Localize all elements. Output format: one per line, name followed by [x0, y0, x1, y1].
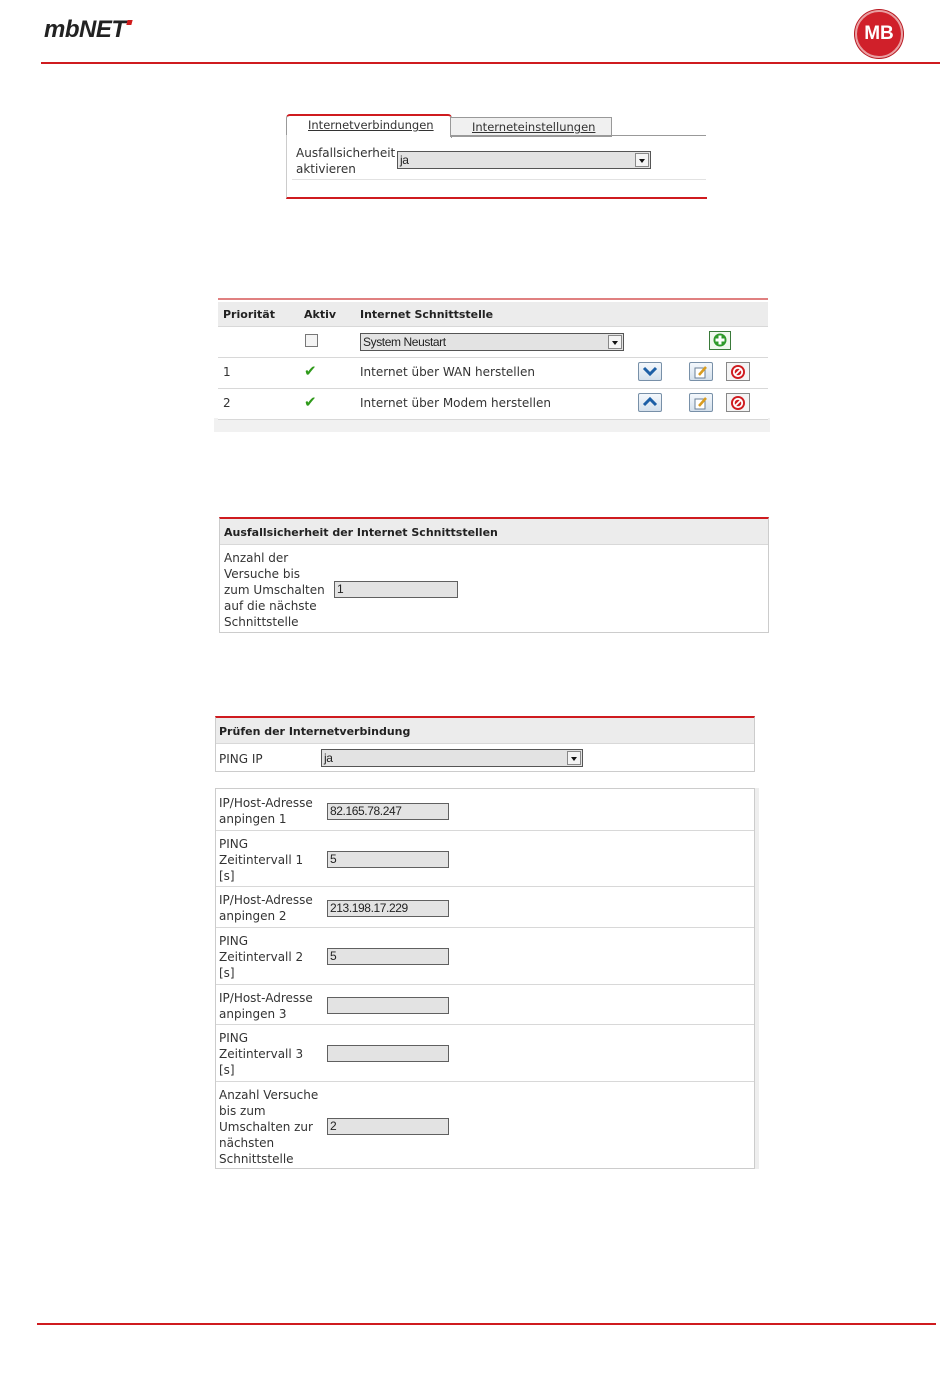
table-row	[218, 388, 768, 420]
label-line: auf die nächste	[224, 599, 317, 613]
ping-interval-1-input[interactable]: 5	[327, 851, 449, 868]
label-line: Zeitintervall 1	[219, 853, 304, 867]
row-divider	[216, 830, 754, 831]
attempts-label	[224, 550, 325, 630]
chevron-down-icon[interactable]	[635, 153, 649, 167]
move-up-button[interactable]	[638, 393, 662, 412]
interface-select[interactable]	[360, 333, 624, 351]
delete-icon	[730, 395, 746, 411]
ping-interval-2-label	[219, 933, 303, 981]
table-shadow	[214, 418, 770, 432]
label-line: IP/Host-Adresse	[219, 893, 313, 907]
col-header-priority: Priorität	[223, 308, 275, 321]
label-line: Schnittstelle	[219, 1152, 294, 1166]
add-interface-button[interactable]	[709, 331, 731, 350]
ping-interval-2-input[interactable]: 5	[327, 948, 449, 965]
ping-attempts-label	[219, 1087, 318, 1167]
failover-label	[296, 145, 395, 177]
section-header	[216, 718, 754, 744]
section-title: Ausfallsicherheit der Internet Schnittstellen	[224, 526, 498, 539]
delete-button[interactable]	[726, 362, 750, 381]
chevron-down-icon[interactable]	[608, 335, 622, 349]
ping-interval-3-label	[219, 1030, 303, 1078]
row-divider	[216, 886, 754, 887]
ping-host-3-input[interactable]	[327, 997, 449, 1014]
table-row	[218, 357, 768, 389]
table-row-new	[218, 326, 768, 358]
ping-host-2-label	[219, 892, 313, 924]
failover-label-line: aktivieren	[296, 162, 356, 176]
ping-attempts-input[interactable]: 2	[327, 1118, 449, 1135]
edit-icon	[693, 365, 709, 379]
ping-host-3-label	[219, 990, 313, 1022]
section-header	[220, 519, 768, 545]
mbnet-logo	[44, 16, 132, 44]
ping-host-2-input[interactable]: 213.198.17.229	[327, 900, 449, 917]
label-line: PING	[219, 1031, 249, 1045]
delete-button[interactable]	[726, 393, 750, 412]
section-title: Prüfen der Internetverbindung	[219, 725, 411, 738]
tab-label: Interneteinstellungen	[472, 120, 596, 134]
mb-badge-logo: MB	[855, 10, 903, 58]
active-checkbox[interactable]	[305, 334, 318, 347]
failover-label-line: Ausfallsicherheit	[296, 146, 396, 160]
label-line: nächsten	[219, 1136, 275, 1150]
interface-name: Internet über WAN herstellen	[360, 365, 535, 379]
label-line: [s]	[219, 869, 235, 883]
label-line: anpingen 2	[219, 909, 287, 923]
check-icon: ✔	[304, 362, 317, 380]
edit-button[interactable]	[689, 393, 713, 412]
label-line: IP/Host-Adresse	[219, 991, 313, 1005]
label-line: Anzahl der	[224, 551, 289, 565]
label-line: anpingen 1	[219, 812, 287, 826]
label-line: bis zum	[219, 1104, 266, 1118]
priority-value: 2	[223, 396, 231, 410]
label-line: [s]	[219, 1063, 235, 1077]
tab-label: Internetverbindungen	[308, 118, 434, 132]
chevron-down-icon[interactable]	[567, 751, 581, 765]
label-line: PING	[219, 934, 249, 948]
ping-interval-1-label	[219, 836, 303, 884]
label-line: IP/Host-Adresse	[219, 796, 313, 810]
ping-ip-select[interactable]	[321, 749, 583, 767]
logo-text: mbNET	[44, 16, 126, 43]
label-line: PING	[219, 837, 249, 851]
plus-icon	[713, 333, 727, 347]
interfaces-table-header	[218, 302, 768, 327]
ping-interval-3-input[interactable]	[327, 1045, 449, 1062]
label-line: Anzahl Versuche	[219, 1088, 319, 1102]
label-line: [s]	[219, 966, 235, 980]
ping-host-1-label	[219, 795, 313, 827]
delete-icon	[730, 364, 746, 380]
edit-icon	[693, 396, 709, 410]
label-line: Versuche bis	[224, 567, 301, 581]
row-divider	[216, 1081, 754, 1082]
check-icon: ✔	[304, 393, 317, 411]
panel-shadow	[755, 788, 759, 1169]
move-down-button[interactable]	[638, 362, 662, 381]
interface-name: Internet über Modem herstellen	[360, 396, 551, 410]
priority-value: 1	[223, 365, 231, 379]
row-divider	[216, 984, 754, 985]
footer-rule	[37, 1323, 936, 1325]
chevron-up-icon	[642, 396, 658, 408]
row-divider	[216, 1024, 754, 1025]
label-line: Schnittstelle	[224, 615, 299, 629]
label-line: zum Umschalten	[224, 583, 325, 597]
header-rule	[41, 62, 940, 64]
row-divider	[216, 927, 754, 928]
chevron-down-icon	[642, 365, 658, 377]
logo-dot-icon	[126, 20, 132, 25]
label-line: Zeitintervall 2	[219, 950, 304, 964]
label-line: anpingen 3	[219, 1007, 287, 1021]
ping-ip-label: PING IP	[219, 752, 263, 766]
row-divider	[292, 179, 706, 180]
failover-select[interactable]	[397, 151, 651, 169]
col-header-interface: Internet Schnittstelle	[360, 308, 494, 321]
tab-interneteinstellungen[interactable]	[450, 117, 612, 137]
ping-host-1-input[interactable]: 82.165.78.247	[327, 803, 449, 820]
ping-ip-select-value: ja	[324, 751, 333, 765]
failover-select-value: ja	[400, 153, 409, 167]
edit-button[interactable]	[689, 362, 713, 381]
label-line: Zeitintervall 3	[219, 1047, 304, 1061]
interface-select-value: System Neustart	[363, 335, 446, 349]
col-header-active: Aktiv	[304, 308, 337, 321]
label-line: Umschalten zur	[219, 1120, 313, 1134]
attempts-input[interactable]: 1	[334, 581, 458, 598]
